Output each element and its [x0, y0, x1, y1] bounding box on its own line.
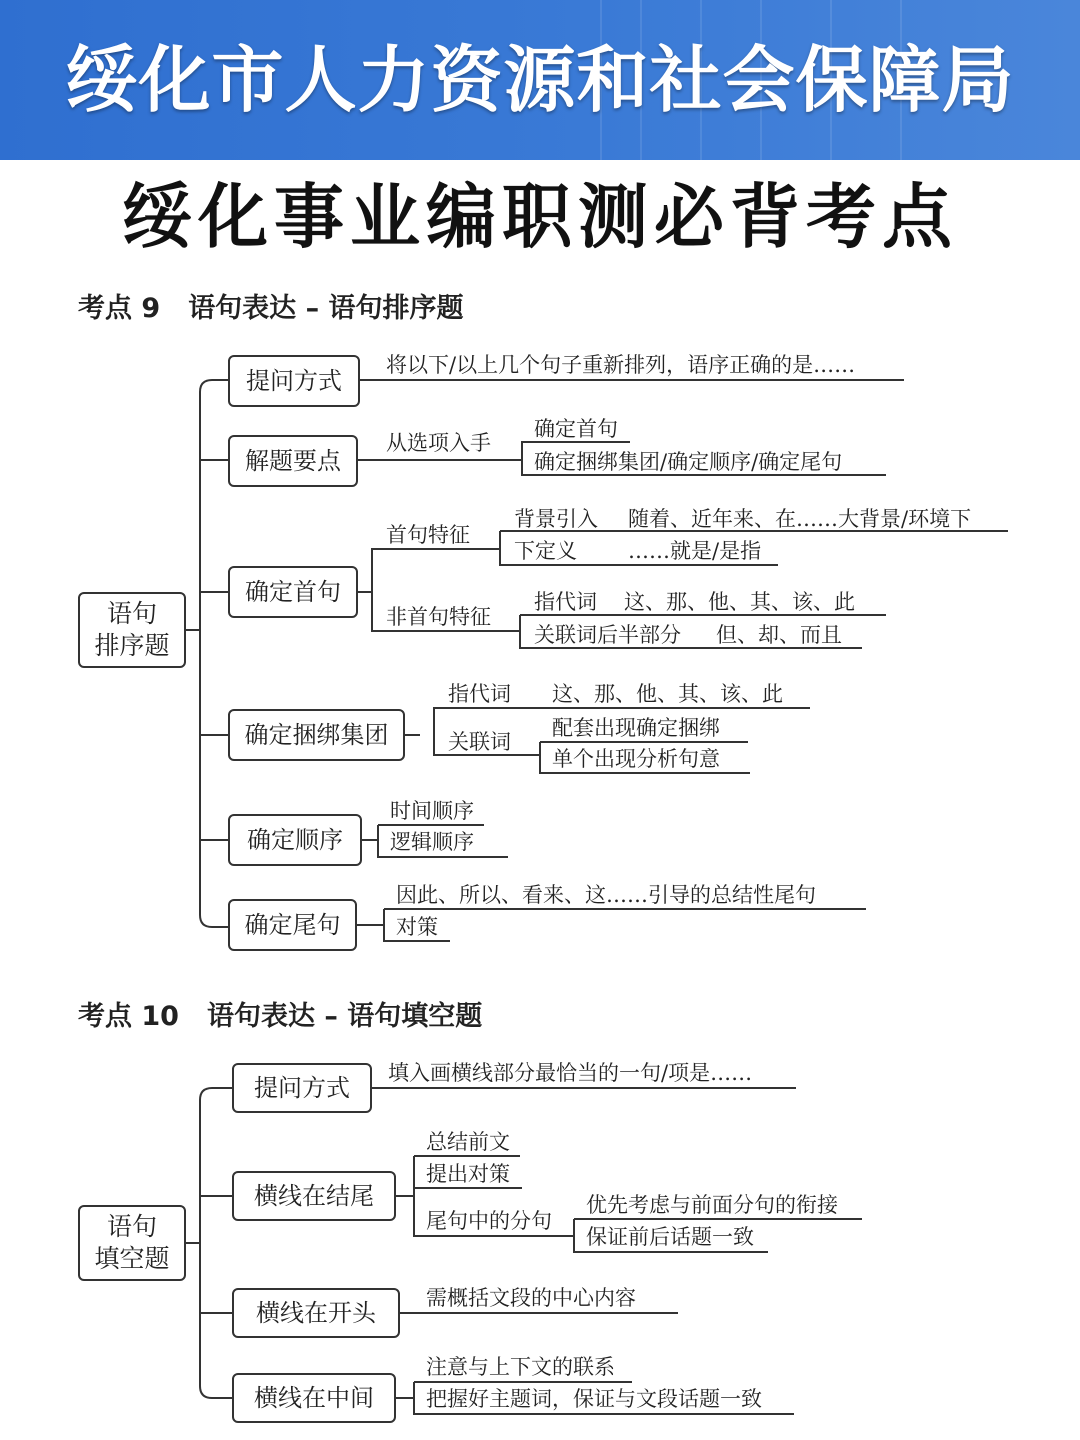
node-blank-at-start: 横线在开头: [232, 1288, 400, 1338]
section-10-heading: [78, 994, 482, 1033]
first-feature-1-label: 背景引入: [514, 507, 598, 531]
key-points-item-1: 确定首句: [534, 417, 618, 441]
blank-end-sub-item-1: 优先考虑与前面分句的衔接: [586, 1193, 838, 1217]
node-key-points: 解题要点: [228, 435, 358, 487]
fill-question-style-text: 填入画横线部分最恰当的一句/项是……: [388, 1061, 753, 1085]
binding-conjunction-item-2: 单个出现分析句意: [552, 747, 720, 771]
node-blank-in-middle: 横线在中间: [232, 1373, 396, 1423]
order-item-1: 时间顺序: [390, 799, 474, 823]
root-line-2: 填空题: [94, 1244, 170, 1273]
last-sentence-item-1: 因此、所以、看来、这……引导的总结性尾句: [396, 883, 816, 907]
section-9-number: 考点 9: [78, 293, 161, 324]
blank-end-item-1: 总结前文: [426, 1130, 510, 1154]
last-sentence-item-2: 对策: [396, 915, 438, 939]
section-10-number: 考点 10: [78, 1001, 179, 1032]
question-style-text: 将以下/以上几个句子重新排列，语序正确的是……: [386, 353, 856, 377]
binding-conjunction-label: 关联词: [448, 730, 511, 754]
node-last-sentence: 确定尾句: [228, 899, 357, 951]
order-item-2: 逻辑顺序: [390, 830, 474, 854]
node-fill-question-style: 提问方式: [232, 1063, 372, 1113]
root-line-1: 语句: [106, 599, 157, 628]
binding-pronoun-label: 指代词: [448, 682, 511, 706]
blank-middle-item-2: 把握好主题词，保证与文段话题一致: [426, 1387, 762, 1411]
node-first-sentence: 确定首句: [228, 566, 358, 618]
blank-start-text: 需概括文段的中心内容: [426, 1286, 636, 1310]
blank-middle-item-1: 注意与上下文的联系: [426, 1355, 615, 1379]
banner-title: 绥化市人力资源和社会保障局: [65, 38, 1015, 122]
binding-pronoun-text: 这、那、他、其、该、此: [552, 682, 783, 706]
first-feature-2-text: ……就是/是指: [628, 539, 762, 563]
blank-end-sub-item-2: 保证前后话题一致: [586, 1225, 754, 1249]
root-line-2: 排序题: [94, 631, 170, 660]
node-order: 确定顺序: [228, 814, 362, 866]
node-question-style: 提问方式: [228, 355, 360, 407]
first-sentence-features: 首句特征: [386, 523, 470, 547]
page-title: 绥化事业编职测必背考点: [122, 176, 958, 258]
blank-end-sub-label: 尾句中的分句: [426, 1209, 552, 1233]
section-9-heading: [78, 286, 464, 325]
blank-end-item-2: 提出对策: [426, 1162, 510, 1186]
first-feature-2-label: 下定义: [514, 539, 577, 563]
key-points-item-2: 确定捆绑集团/确定顺序/确定尾句: [534, 450, 843, 474]
non-first-feature-1-text: 这、那、他、其、该、此: [624, 590, 855, 614]
section-10-title: 语句表达 – 语句填空题: [206, 1001, 483, 1032]
binding-conjunction-item-1: 配套出现确定捆绑: [552, 716, 720, 740]
non-first-feature-2-text: 但、却、而且: [716, 623, 842, 647]
section-9-title: 语句表达 – 语句排序题: [188, 293, 464, 324]
root-line-1: 语句: [106, 1212, 157, 1241]
first-feature-1-text: 随着、近年来、在……大背景/环境下: [628, 507, 972, 531]
key-points-mid: 从选项入手: [386, 431, 491, 455]
non-first-feature-2-label: 关联词后半部分: [534, 623, 681, 647]
non-first-feature-1-label: 指代词: [534, 590, 597, 614]
node-binding-group: 确定捆绑集团: [228, 709, 405, 761]
root-node-sentence-fill: [78, 1205, 186, 1281]
node-blank-at-end: 横线在结尾: [232, 1171, 396, 1221]
root-node-sentence-ordering: [78, 592, 186, 668]
non-first-sentence-features: 非首句特征: [386, 605, 491, 629]
